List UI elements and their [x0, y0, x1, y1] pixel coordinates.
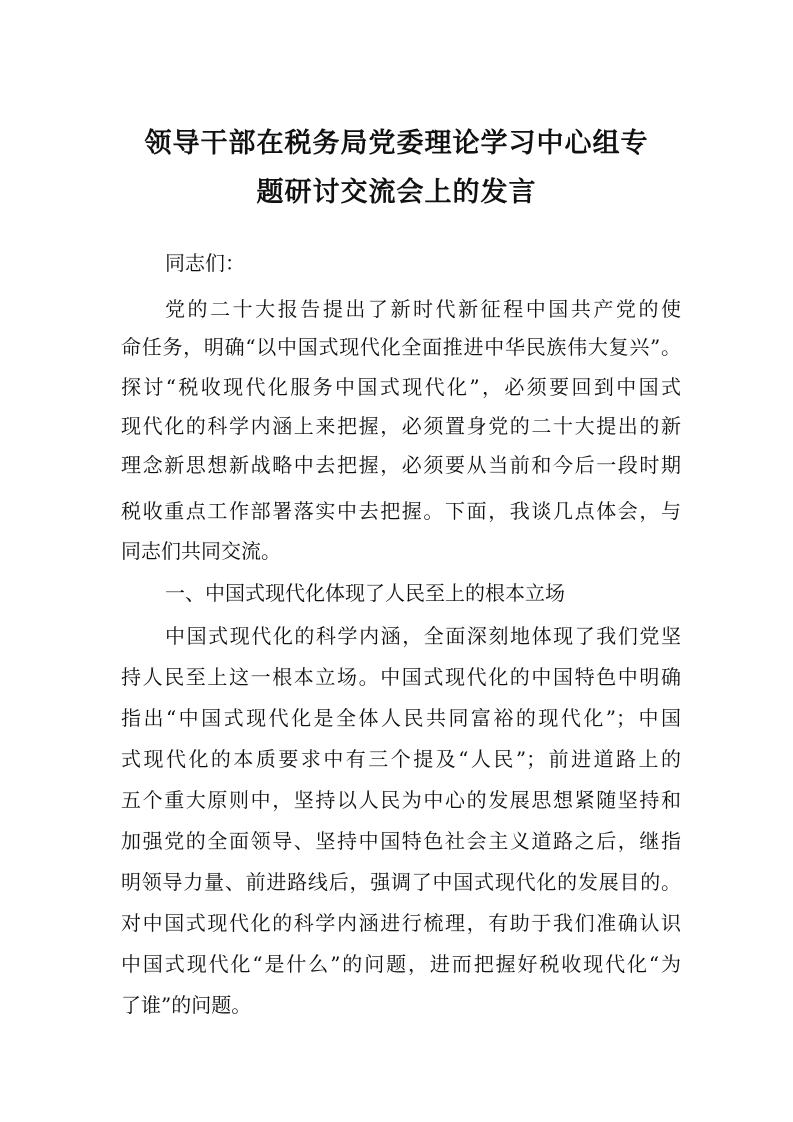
paragraph-line: 命任务，明确“以中国式现代化全面推进中华民族伟大复兴”。: [121, 335, 681, 359]
paragraph-line: 现代化的科学内涵上来把握，必须置身党的二十大提出的新: [121, 414, 681, 438]
paragraph-line: 了谁”的问题。: [121, 993, 252, 1017]
paragraph-line: 指出“中国式现代化是全体人民共同富裕的现代化”；中国: [121, 706, 681, 730]
salutation: 同志们：: [165, 251, 245, 275]
paragraph-line: 五个重大原则中，坚持以人民为中心的发展思想紧随坚持和: [121, 788, 681, 812]
paragraph-line: 明领导力量、前进路线后，强调了中国式现代化的发展目的。: [121, 870, 681, 894]
paragraph-line: 式现代化的本质要求中有三个提及“人民”；前进道路上的: [121, 747, 681, 771]
paragraph-line: 持人民至上这一根本立场。中国式现代化的中国特色中明确: [121, 665, 681, 689]
paragraph-line: 中国式现代化的科学内涵，全面深刻地体现了我们党坚: [165, 624, 681, 648]
paragraph-line: 同志们共同交流。: [121, 539, 281, 563]
paragraph-line: 加强党的全面领导、坚持中国特色社会主义道路之后，继指: [121, 829, 681, 853]
document-title-line-1: 领导干部在税务局党委理论学习中心组专: [144, 128, 649, 159]
paragraph-line: 探讨“税收现代化服务中国式现代化”，必须要回到中国式: [121, 375, 681, 399]
paragraph-line: 党的二十大报告提出了新时代新征程中国共产党的使: [165, 297, 681, 321]
paragraph-line: 中国式现代化“是什么”的问题，进而把握好税收现代化“为: [121, 952, 681, 976]
paragraph-line: 对中国式现代化的科学内涵进行梳理，有助于我们准确认识: [121, 911, 681, 935]
paragraph-line: 税收重点工作部署落实中去把握。下面，我谈几点体会，与: [121, 499, 681, 523]
section-heading: 一、中国式现代化体现了人民至上的根本立场: [165, 581, 565, 605]
document-title-line-2: 题研讨交流会上的发言: [256, 177, 537, 208]
paragraph-line: 理念新思想新战略中去把握，必须要从当前和今后一段时期: [121, 453, 681, 477]
